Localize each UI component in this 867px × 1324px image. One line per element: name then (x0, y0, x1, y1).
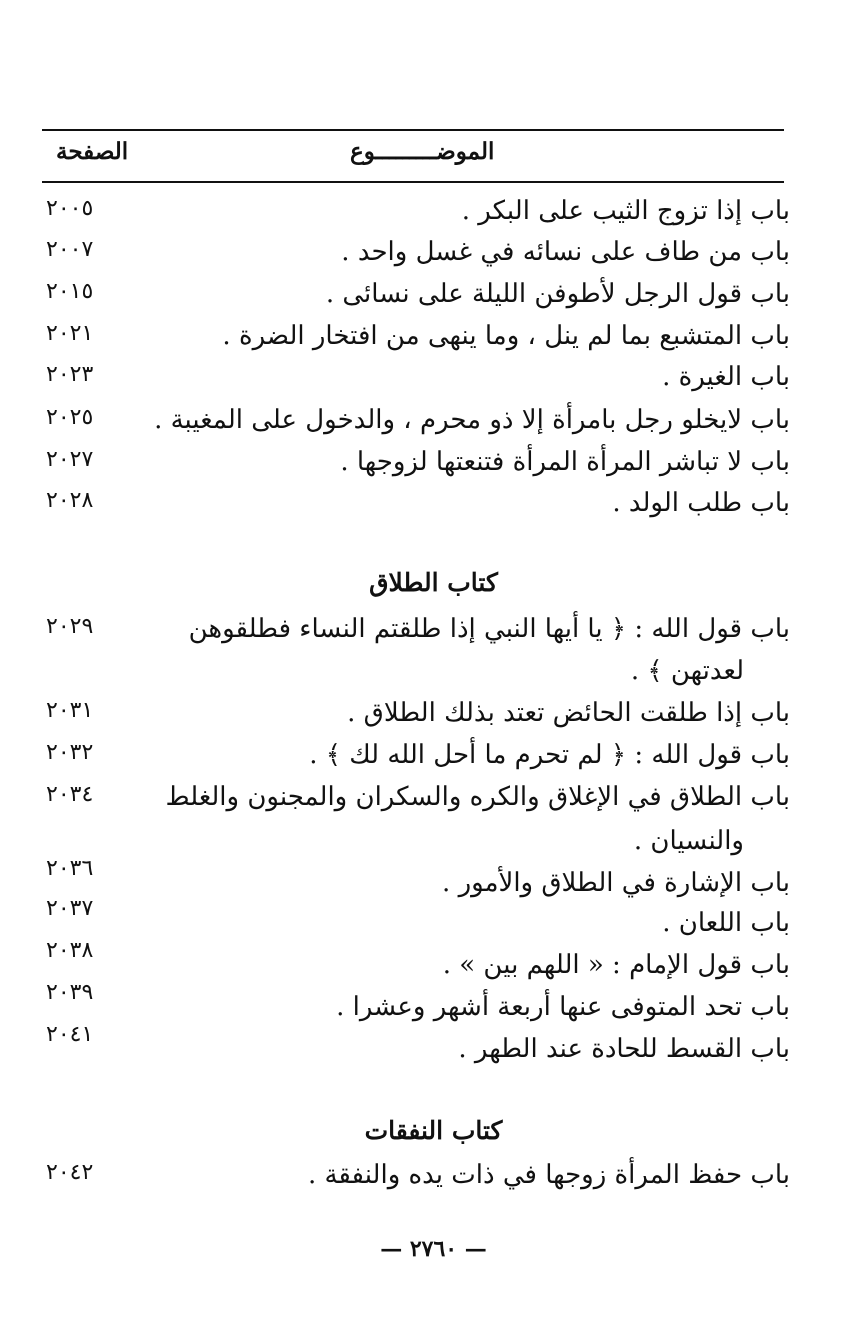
entry-page: ٢٠٣٧ (46, 896, 94, 921)
entry-page: ٢٠٢٣ (46, 362, 94, 387)
entry-page: ٢٠٣١ (46, 698, 94, 723)
entry-page: ٢٠٤١ (46, 1022, 94, 1047)
entry-title: باب إذا تزوج الثيب على البكر . (461, 196, 790, 226)
entry-page: ٢٠٣٦ (46, 856, 94, 881)
entry-page: ٢٠١٥ (46, 279, 94, 304)
entry-title: باب الإشارة في الطلاق والأمور . (442, 868, 790, 898)
entry-title: باب الغيرة . (662, 362, 790, 392)
entry-title: باب قول الله : ﴿ يا أيها النبي إذا طلقتم النساء فطلقوهن (188, 614, 790, 644)
entry-title: باب لايخلو رجل بامرأة إلا ذو محرم ، والدخول على المغيبة . (154, 405, 790, 435)
entry-title: باب إذا طلقت الحائض تعتد بذلك الطلاق . (347, 698, 790, 728)
topic-column-header: الموضـــــــــوع (350, 138, 495, 165)
entry-title: باب طلب الولد . (612, 488, 790, 518)
entry-page: ٢٠٢٩ (46, 614, 94, 639)
entry-title: باب اللعان . (662, 908, 790, 938)
section-title-talaq: كتاب الطلاق (369, 568, 498, 597)
entry-page: ٢٠٢٥ (46, 405, 94, 430)
entry-page: ٢٠٢١ (46, 321, 94, 346)
entry-title: باب من طاف على نسائه في غسل واحد . (341, 237, 790, 267)
entry-page: ٢٠٣٨ (46, 938, 94, 963)
page-number: — ٢٧٦٠ — (380, 1236, 487, 1262)
entry-page: ٢٠٠٧ (46, 237, 94, 262)
entry-title: باب لا تباشر المرأة المرأة فتنعتها لزوجها . (340, 447, 790, 477)
entry-page: ٢٠٣٤ (46, 782, 94, 807)
section-title-nafaqat: كتاب النفقات (364, 1116, 503, 1145)
entry-page: ٢٠٢٨ (46, 488, 94, 513)
header-bottom-rule (42, 181, 784, 183)
entry-page: ٢٠٤٢ (46, 1160, 94, 1185)
entry-title: باب تحد المتوفى عنها أربعة أشهر وعشرا . (336, 992, 790, 1022)
entry-title-continuation: والنسيان . (633, 826, 744, 856)
entry-title: باب الطلاق في الإغلاق والكره والسكران والمجنون والغلط (165, 782, 790, 812)
entry-title: باب قول الله : ﴿ لم تحرم ما أحل الله لك ﴾ . (309, 740, 790, 770)
entry-title: باب المتشبع بما لم ينل ، وما ينهى من افتخار الضرة . (222, 321, 790, 351)
entry-page: ٢٠٠٥ (46, 196, 94, 221)
entry-title: باب القسط للحادة عند الطهر . (458, 1034, 790, 1064)
entry-page: ٢٠٣٢ (46, 740, 94, 765)
entry-title: باب حفظ المرأة زوجها في ذات يده والنفقة . (307, 1160, 790, 1190)
entry-title-continuation: لعدتهن ﴾ . (630, 656, 744, 686)
header-top-rule (42, 129, 784, 131)
entry-page: ٢٠٢٧ (46, 447, 94, 472)
entry-title: باب قول الرجل لأطوفن الليلة على نسائى . (325, 279, 790, 309)
entry-title: باب قول الإمام : « اللهم بين » . (442, 950, 790, 980)
page-column-header: الصفحة (56, 138, 129, 165)
entry-page: ٢٠٣٩ (46, 980, 94, 1005)
